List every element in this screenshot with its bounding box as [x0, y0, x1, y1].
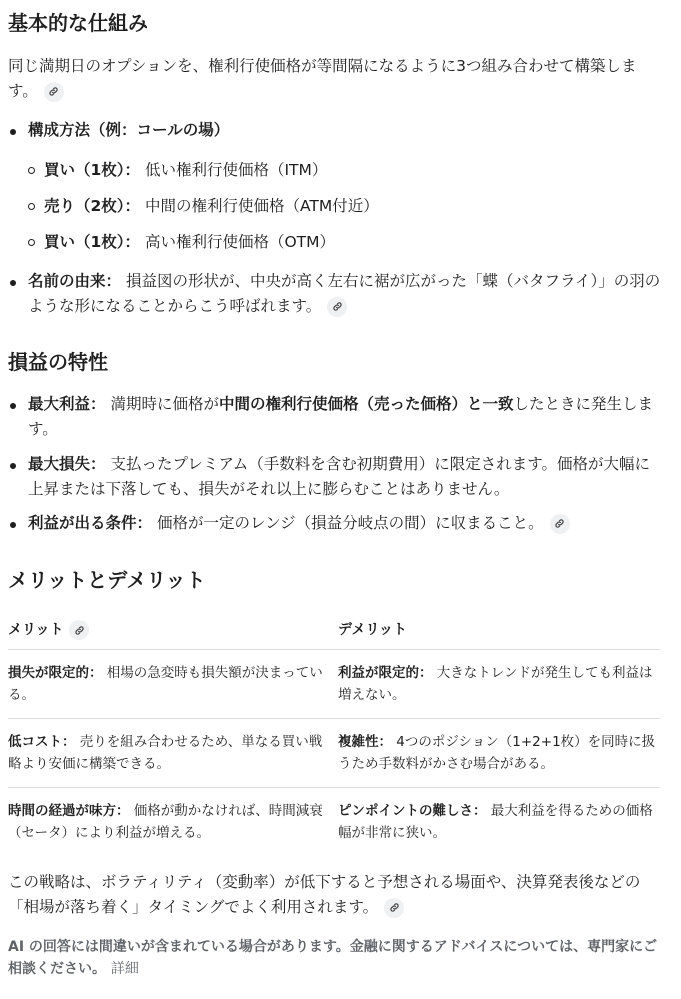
table-cell-demerit: 複雑性： 4つのポジション（1+2+1枚）を同時に扱うため手数料がかさむ場合がある。 — [338, 718, 660, 787]
section-title-mechanism: 基本的な仕組み — [8, 11, 148, 35]
source-link-button[interactable] — [44, 82, 64, 102]
table-header-row — [8, 609, 660, 649]
list-item-construction: 構成方法（例：コールの場） — [8, 118, 663, 143]
ai-disclaimer: AI の回答には間違いが含まれている場合があります。金融に関するアドバイスについては、専門家にご相談ください。 詳細 — [8, 939, 658, 977]
source-link-button[interactable] — [550, 514, 570, 534]
table-cell-demerit: ピンポイントの難しさ： 最大利益を得るための価格幅が非常に狭い。 — [338, 802, 653, 841]
list-item-profit-condition: 利益が出る条件： 価格が一定のレンジ（損益分岐点の間）に収まること。 — [8, 511, 663, 536]
table-row — [8, 649, 660, 718]
link-icon — [389, 902, 400, 913]
link-icon — [74, 625, 85, 636]
sublist-item: 売り（2枚）： 中間の権利行使価格（ATM付近） — [8, 194, 663, 219]
table-row — [8, 787, 660, 856]
table-row — [8, 718, 660, 787]
section-title-pnl: 損益の特性 — [8, 350, 108, 374]
bullet — [10, 522, 16, 528]
table-header-demerit: デメリット — [338, 609, 660, 649]
section-title-pros-cons: メリットとデメリット — [8, 568, 206, 592]
bullet — [28, 203, 35, 210]
link-icon — [332, 301, 343, 312]
list-item-name-origin: 名前の由来： 損益図の形状が、中央が高く左右に裾が広がった「蝶（バタフライ）」の羽のような形になることからこう呼ばれます。 — [8, 269, 663, 319]
table-cell-merit: 時間の経過が味方： 価格が動かなければ、時間減衰（セータ）により利益が増える。 — [8, 802, 323, 841]
list-item-max-loss: 最大損失： 支払ったプレミアム（手数料を含む初期費用）に限定されます。価格が大幅に上昇または下落しても、損失がそれ以上に膨らむことはありません。 — [8, 452, 663, 502]
link-icon — [554, 518, 565, 529]
source-link-button[interactable] — [69, 620, 89, 640]
table-cell-merit: 低コスト： 売りを組み合わせるため、単なる買い戦略より安価に構築できる。 — [8, 718, 338, 787]
bullet — [28, 167, 35, 174]
bullet — [10, 463, 16, 469]
bullet — [10, 403, 16, 409]
link-icon — [48, 86, 59, 97]
table-cell-merit: 損失が限定的： 相場の急変時も損失額が決まっている。 — [8, 649, 338, 718]
source-link-button[interactable] — [384, 898, 404, 918]
table-header-merit: メリット — [8, 609, 338, 649]
sublist-item: 買い（1枚）： 高い権利行使価格（OTM） — [8, 230, 663, 255]
list-item-max-profit: 最大利益： 満期時に価格が中間の権利行使価格（売った価格）と一致したときに発生します。 — [8, 392, 663, 442]
sublist-item: 買い（1枚）： 低い権利行使価格（ITM） — [8, 158, 663, 183]
intro-paragraph: 同じ満期日のオプションを、権利行使価格が等間隔になるように3つ組み合わせて構築します。 — [8, 57, 637, 100]
source-link-button[interactable] — [327, 297, 347, 317]
bullet — [10, 129, 16, 135]
summary-paragraph: この戦略は、ボラティリティ（変動率）が低下すると予想される場面や、決算発表後などの「相場が落ち着く」タイミングでよく利用されます。 — [8, 873, 641, 916]
bullet — [10, 280, 16, 286]
table-cell-demerit: 利益が限定的： 大きなトレンドが発生しても利益は増えない。 — [338, 649, 660, 718]
bullet — [28, 239, 35, 246]
pros-cons-table — [8, 609, 660, 856]
learn-more-link[interactable]: 詳細 — [110, 961, 139, 977]
